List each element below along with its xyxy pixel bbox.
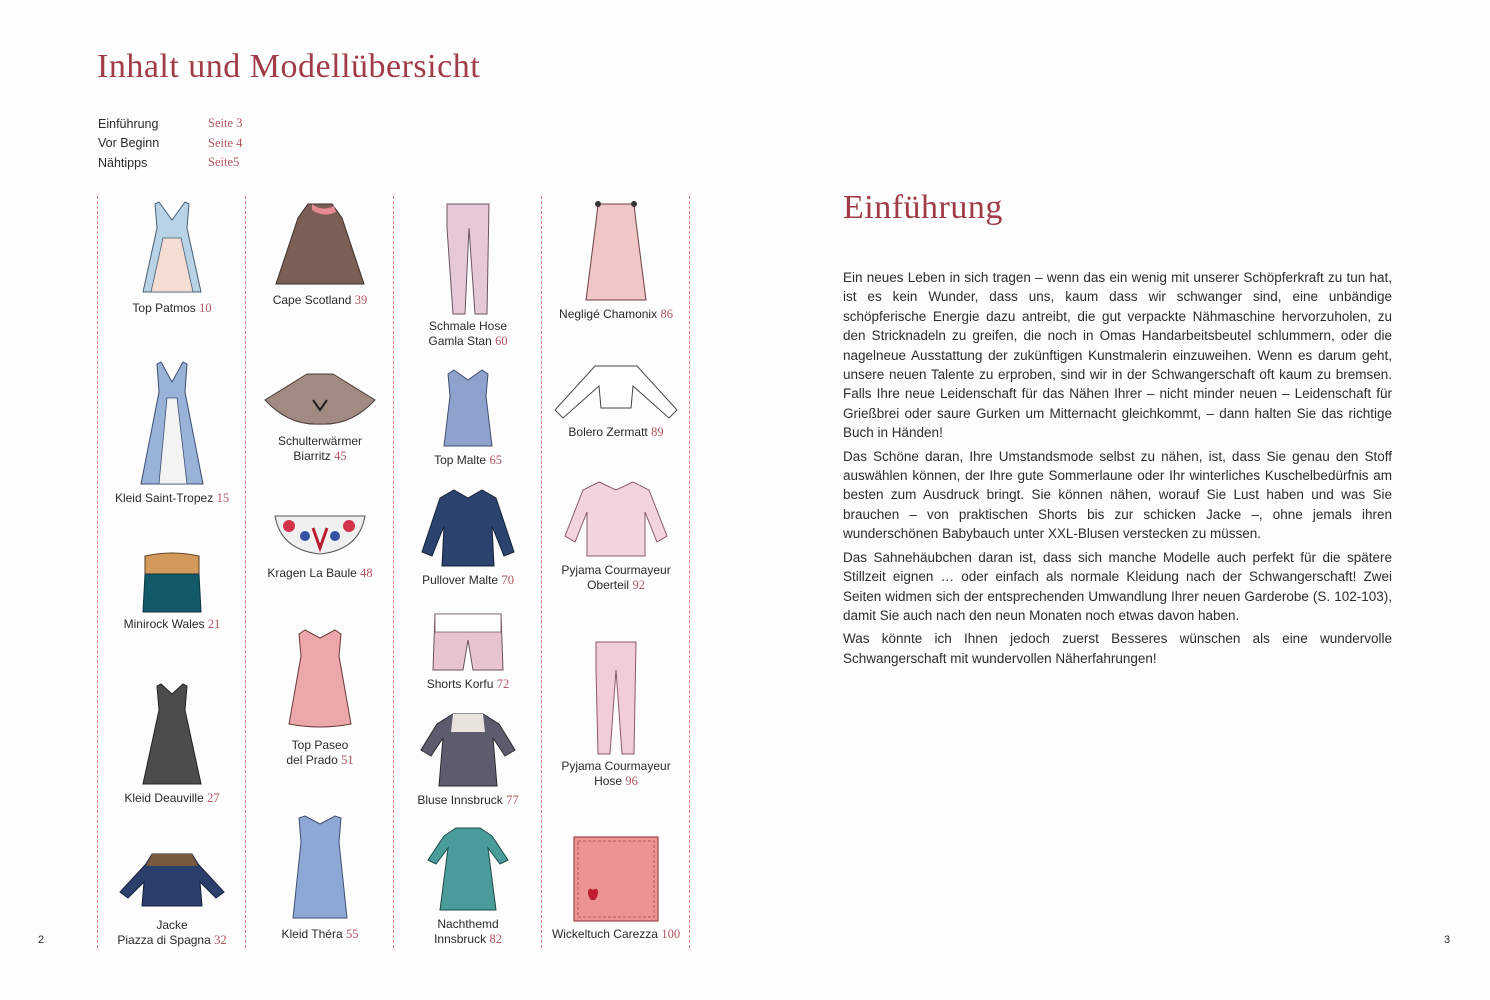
- model-top-malte[interactable]: Top Malte 65: [394, 366, 542, 468]
- model-wickeltuch-carezza[interactable]: Wickeltuch Carezza 100: [542, 834, 690, 942]
- model-bolero-zermatt[interactable]: Bolero Zermatt 89: [542, 362, 690, 440]
- trousers-illustration: [443, 198, 493, 316]
- model-pyjama-courmayeur-hose[interactable]: Pyjama Courmayeur Hose 96: [542, 636, 690, 789]
- top-illustration: [137, 198, 207, 298]
- top-illustration: [285, 626, 355, 730]
- collar-illustration: [271, 508, 369, 558]
- top-illustration: [440, 366, 496, 450]
- table-of-contents: [98, 114, 242, 173]
- bolero-illustration: [551, 362, 681, 422]
- nightgown-illustration: [426, 824, 510, 914]
- model-kleid-thera[interactable]: Kleid Théra 55: [246, 812, 394, 942]
- page-number: 3: [1444, 934, 1451, 946]
- section-title: Einführung: [843, 189, 1003, 226]
- model-neglige-chamonix[interactable]: Negligé Chamonix 86: [542, 198, 690, 322]
- model-kleid-saint-tropez[interactable]: Kleid Saint-Tropez 15: [98, 358, 246, 506]
- blanket-illustration: [571, 834, 661, 924]
- toc-label: Vor Beginn: [98, 136, 160, 151]
- neglige-illustration: [584, 198, 648, 304]
- dress-illustration: [137, 358, 207, 488]
- model-minirock-wales[interactable]: Minirock Wales 21: [98, 552, 246, 632]
- shrug-illustration: [261, 370, 379, 428]
- toc-page: Seite5: [208, 155, 240, 170]
- blouse-illustration: [419, 710, 517, 790]
- model-pyjama-courmayeur-oberteil[interactable]: Pyjama Courmayeur Oberteil 92: [542, 478, 690, 593]
- toc-label: Nähtipps: [98, 155, 148, 170]
- model-shorts-korfu[interactable]: Shorts Korfu 72: [394, 610, 542, 692]
- page-number: 2: [38, 934, 45, 946]
- toc-row[interactable]: [98, 114, 242, 134]
- toc-row[interactable]: [98, 134, 242, 154]
- model-pullover-malte[interactable]: Pullover Malte 70: [394, 486, 542, 588]
- page-title: Inhalt und Modellübersicht: [97, 48, 481, 85]
- paragraph: Ein neues Leben in sich tragen – wenn das ein wenig mit unserer Schöpferkraft zu tun hat, ist es kein Wunder, dass uns, kaum dass wir schwanger sind, eine unbändige schöpferische Energie dazu antreibt, die gut verpackte Nähmaschine hervorzuholen, zu den Stricknadeln zu greifen, die noch in Omas Handarbeitsbeutel schlummern, oder die nagelneue Ausstattung der zukünftigen Kunstmalerin einzuweihen. Wenn es darum geht, unsere neuen Talente zu erproben, sind wir in der Schwangerschaft oft kaum zu bremsen. Falls Ihre neue Leidenschaft für das Nähen Ihrer – nicht minder neuen – Leidenschaft für Grießbrei oder saure Gurken um Mitternacht gleichkommt, – dann halten Sie das richtige Buch in Händen!: [843, 270, 1392, 441]
- paragraph: Das Schöne daran, Ihre Umstandsmode selbst zu nähen, ist, dass Sie genau den Stoff auswählen können, der Ihre gute Sommerlaune oder Ihr winterliches Kuschelbedürfnis am besten zum Ausdruck bringt. Sie können nähen, worauf Sie Lust haben und was Sie brauchen – von praktischen Shorts bis zur schicken Jacke –, ohne jemals ihren wunderschönen Babybauch unter XXL-Blusen verstecken zu müssen.: [843, 448, 1392, 542]
- toc-label: Einführung: [98, 116, 159, 131]
- model-cape-scotland[interactable]: Cape Scotland 39: [246, 198, 394, 308]
- model-schulterwaermer-biarritz[interactable]: Schulterwärmer Biarritz 45: [246, 370, 394, 464]
- shorts-illustration: [431, 610, 505, 674]
- model-top-patmos[interactable]: Top Patmos 10: [98, 198, 246, 316]
- model-kragen-la-baule[interactable]: Kragen La Baule 48: [246, 508, 394, 581]
- model-jacke-piazza-di-spagna[interactable]: Jacke Piazza di Spagna 32: [98, 850, 246, 948]
- paragraph: Das Sahnehäubchen daran ist, dass sich manche Modelle auch perfekt für die spätere Stillzeit eignen … oder einfach als normale Kleidung nach der Schwangerschaft! Zwei Seiten widmen sich der entsprechenden Umwandlung Ihrer neuen Garderobe (S. 102-103), damit Sie auch nach den neun Monaten noch etwas davon haben.: [843, 549, 1392, 623]
- paragraph: Was könnte ich Ihnen jedoch zuerst Besseres wünschen als eine wundervolle Schwangerschaft mit wundervollen Näherfahrungen!: [843, 631, 1392, 666]
- dress-illustration: [141, 680, 203, 788]
- pyjama-trousers-illustration: [592, 636, 640, 756]
- dress-illustration: [289, 812, 351, 924]
- pyjama-top-illustration: [561, 478, 671, 560]
- model-kleid-deauville[interactable]: Kleid Deauville 27: [98, 680, 246, 806]
- pullover-illustration: [420, 486, 516, 570]
- model-nachthemd-innsbruck[interactable]: Nachthemd Innsbruck 82: [394, 824, 542, 947]
- toc-page: Seite 3: [208, 116, 243, 131]
- toc-row[interactable]: [98, 153, 242, 173]
- cape-illustration: [272, 198, 368, 290]
- model-schmale-hose-gamla-stan[interactable]: Schmale Hose Gamla Stan 60: [394, 198, 542, 349]
- skirt-illustration: [141, 552, 203, 614]
- model-bluse-innsbruck[interactable]: Bluse Innsbruck 77: [394, 710, 542, 808]
- model-top-paseo-del-prado[interactable]: Top Paseo del Prado 51: [246, 626, 394, 768]
- toc-page: Seite 4: [208, 135, 243, 150]
- intro-text: [843, 268, 1392, 672]
- jacket-illustration: [116, 850, 228, 912]
